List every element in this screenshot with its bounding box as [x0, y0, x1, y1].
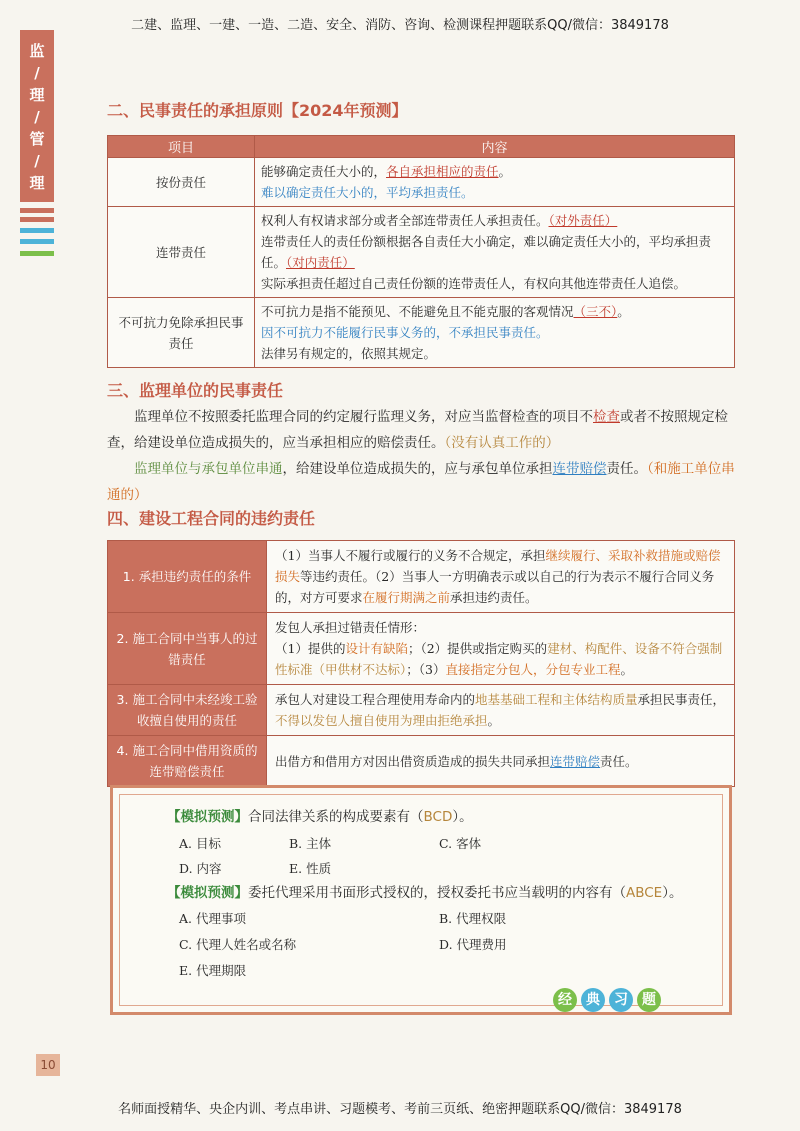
row-item: 按份责任 — [108, 158, 255, 207]
badge-char: 题 — [637, 988, 661, 1012]
option: D. 内容 — [179, 861, 222, 876]
option: E. 性质 — [289, 861, 332, 876]
table-row — [108, 207, 735, 298]
option: B. 代理权限 — [439, 911, 507, 926]
header-banner: 二建、监理、一建、一造、二造、安全、消防、咨询、检测课程押题联系QQ/微信：3849178 — [131, 18, 669, 33]
section-title: 四、建设工程合同的违约责任 — [107, 509, 316, 528]
option: B. 主体 — [289, 836, 332, 851]
option: D. 代理费用 — [439, 937, 507, 952]
row-content: 发包人承担过错责任情形： （1）提供的设计有缺陷；（2）提供或指定购买的建材、构配件、设备不符合强制性标准（甲供材不达标）；（3）直接指定分包人，分包专业工程。 — [267, 613, 735, 685]
row-label: 4. 施工合同中借用资质的连带赔偿责任 — [108, 736, 267, 787]
row-item: 连带责任 — [108, 207, 255, 298]
side-tab-char: 管 — [29, 130, 45, 148]
row-label: 3. 施工合同中未经竣工验收擅自使用的责任 — [108, 685, 267, 736]
row-label: 1. 承担违约责任的条件 — [108, 541, 267, 613]
footer-banner: 名师面授精华、央企内训、考点串讲、习题模考、考前三页纸、绝密押题联系QQ/微信：3849178 — [118, 1102, 682, 1117]
table-row — [108, 613, 735, 685]
row-content: 出借方和借用方对因出借资质造成的损失共同承担连带赔偿责任。 — [267, 736, 735, 787]
contract-breach-table — [107, 540, 735, 787]
side-color-bar — [20, 251, 54, 256]
column-header: 项目 — [108, 136, 255, 158]
side-color-bar — [20, 217, 54, 222]
side-color-bar — [20, 228, 54, 233]
row-content: 能够确定责任大小的，各自承担相应的责任。 难以确定责任大小的，平均承担责任。 — [255, 158, 735, 207]
table-row — [108, 298, 735, 368]
section-title: 二、民事责任的承担原则【2024年预测】 — [107, 101, 408, 120]
question-2: 【模拟预测】委托代理采用书面形式授权的，授权委托书应当载明的内容有（ABCE）。 — [167, 885, 683, 901]
row-item: 不可抗力免除承担民事责任 — [108, 298, 255, 368]
row-content: （1）当事人不履行或履行的义务不合规定，承担继续履行、采取补救措施或赔偿损失等违约责任。（2）当事人一方明确表示或以自己的行为表示不履行合同义务的，对方可要求在履行期满之前承担违约责任。 — [267, 541, 735, 613]
table-row — [108, 158, 735, 207]
row-content: 权利人有权请求部分或者全部连带责任人承担责任。（对外责任） 连带责任人的责任份额根据各自责任大小确定，难以确定责任大小的，平均承担责任。（对内责任） 实际承担责任超过自己责任份额的连带责任人，有权向其他连带责任人追偿。 — [255, 207, 735, 298]
column-header: 内容 — [255, 136, 735, 158]
page-number: 10 — [36, 1054, 60, 1076]
side-tab-char: / — [34, 152, 40, 170]
question-1: 【模拟预测】合同法律关系的构成要素有（BCD）。 — [167, 809, 473, 825]
table-row — [108, 541, 735, 613]
section-title: 三、监理单位的民事责任 — [107, 381, 284, 400]
side-chapter-tab — [20, 30, 54, 202]
option: E. 代理期限 — [179, 963, 247, 978]
option: C. 代理人姓名或名称 — [179, 937, 297, 952]
row-content: 不可抗力是指不能预见、不能避免且不能克服的客观情况（三不）。 因不可抗力不能履行民事义务的，不承担民事责任。 法律另有规定的，依照其规定。 — [255, 298, 735, 368]
side-tab-char: 理 — [29, 86, 45, 104]
option: C. 客体 — [439, 836, 482, 851]
badge-char: 典 — [581, 988, 605, 1012]
badge-char: 经 — [553, 988, 577, 1012]
side-tab-char: / — [34, 64, 40, 82]
table-row — [108, 685, 735, 736]
badge-char: 习 — [609, 988, 633, 1012]
side-tab-char: 监 — [29, 42, 45, 60]
exercise-box — [110, 785, 732, 1015]
table-row — [108, 736, 735, 787]
paragraph: 监理单位不按照委托监理合同的约定履行监理义务，对应当监督检查的项目不检查或者不按照规定检查，给建设单位造成损失的，应当承担相应的赔偿责任。（没有认真工作的） — [107, 409, 728, 451]
side-color-bar — [20, 239, 54, 244]
side-color-bar — [20, 208, 54, 213]
side-tab-char: 理 — [29, 174, 45, 192]
answer: ABCE — [626, 885, 663, 901]
civil-liability-table — [107, 135, 735, 368]
paragraph: 监理单位与承包单位串通，给建设单位造成损失的，应与承包单位承担连带赔偿责任。（和施工单位串通的） — [107, 461, 735, 503]
option: A. 目标 — [179, 836, 221, 851]
row-content: 承包人对建设工程合理使用寿命内的地基基础工程和主体结构质量承担民事责任，不得以发包人擅自使用为理由拒绝承担。 — [267, 685, 735, 736]
answer: BCD — [423, 809, 453, 825]
option: A. 代理事项 — [179, 911, 246, 926]
row-label: 2. 施工合同中当事人的过错责任 — [108, 613, 267, 685]
side-tab-char: / — [34, 108, 40, 126]
